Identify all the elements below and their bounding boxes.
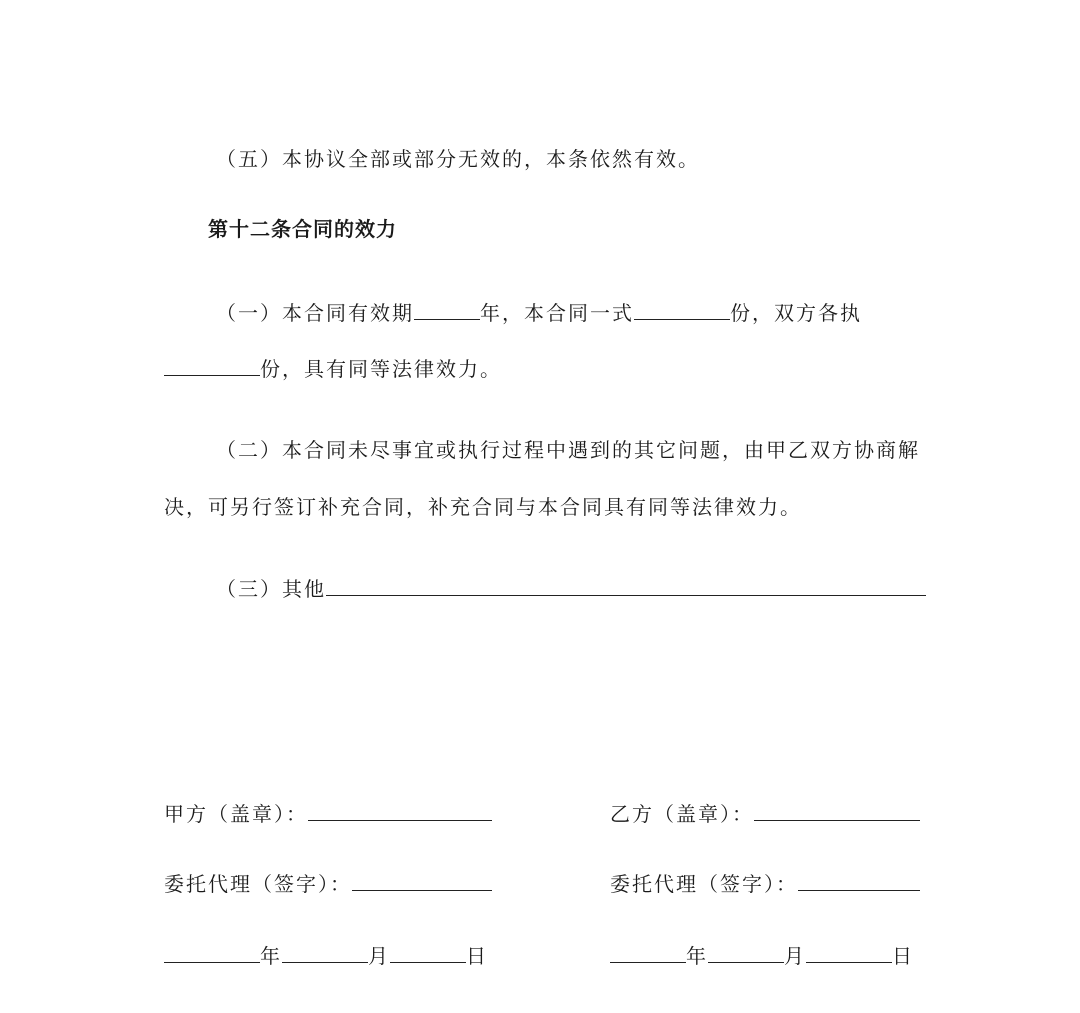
party-a-seal-line [164,798,492,828]
party-b-month-blank[interactable] [708,940,784,963]
party-a-day-label: 日 [466,944,488,968]
party-b-month-label: 月 [784,944,806,968]
party-b-year-label: 年 [686,944,708,968]
article-12-title: 第十二条合同的效力 [208,217,397,241]
copies-count-blank[interactable] [634,297,730,320]
other-terms-blank[interactable] [326,573,926,596]
party-b-day-label: 日 [892,944,914,968]
party-a-year-label: 年 [260,944,282,968]
clause-3-label: （三）其他 [216,577,326,601]
clause-2-line-1: （二）本合同未尽事宜或执行过程中遇到的其它问题，由甲乙双方协商解 [216,438,920,462]
clause-1-after-each: 份，具有同等法律效力。 [260,357,502,381]
clause-3-line [216,573,926,603]
term-years-blank[interactable] [414,297,480,320]
party-a-agent-blank[interactable] [352,868,492,891]
party-b-year-blank[interactable] [610,940,686,963]
clause-1-after-copies: 份，双方各执 [730,301,862,325]
party-b-date-line [610,940,914,970]
party-b-seal-blank[interactable] [754,798,920,821]
party-b-agent-blank[interactable] [798,868,920,891]
clause-1-after-term: 年，本合同一式 [480,301,634,325]
party-b-agent-line [610,868,920,898]
party-a-year-blank[interactable] [164,940,260,963]
copies-each-blank[interactable] [164,353,260,376]
clause-1-line-1 [216,297,862,327]
party-a-day-blank[interactable] [390,940,466,963]
party-a-seal-blank[interactable] [308,798,492,821]
party-b-seal-label: 乙方（盖章）： [610,802,754,826]
party-b-agent-label: 委托代理（签字）： [610,872,798,896]
clause-1-prefix: （一）本合同有效期 [216,301,414,325]
clause-1-line-2 [164,353,502,383]
party-a-seal-label: 甲方（盖章）： [164,802,308,826]
clause-2-line-2: 决，可另行签订补充合同，补充合同与本合同具有同等法律效力。 [164,495,802,519]
party-a-agent-label: 委托代理（签字）： [164,872,352,896]
party-a-date-line [164,940,488,970]
party-b-day-blank[interactable] [806,940,892,963]
party-a-agent-line [164,868,492,898]
party-a-month-label: 月 [368,944,390,968]
party-a-month-blank[interactable] [282,940,368,963]
party-b-seal-line [610,798,920,828]
clause-5-text: （五）本协议全部或部分无效的，本条依然有效。 [216,147,700,171]
